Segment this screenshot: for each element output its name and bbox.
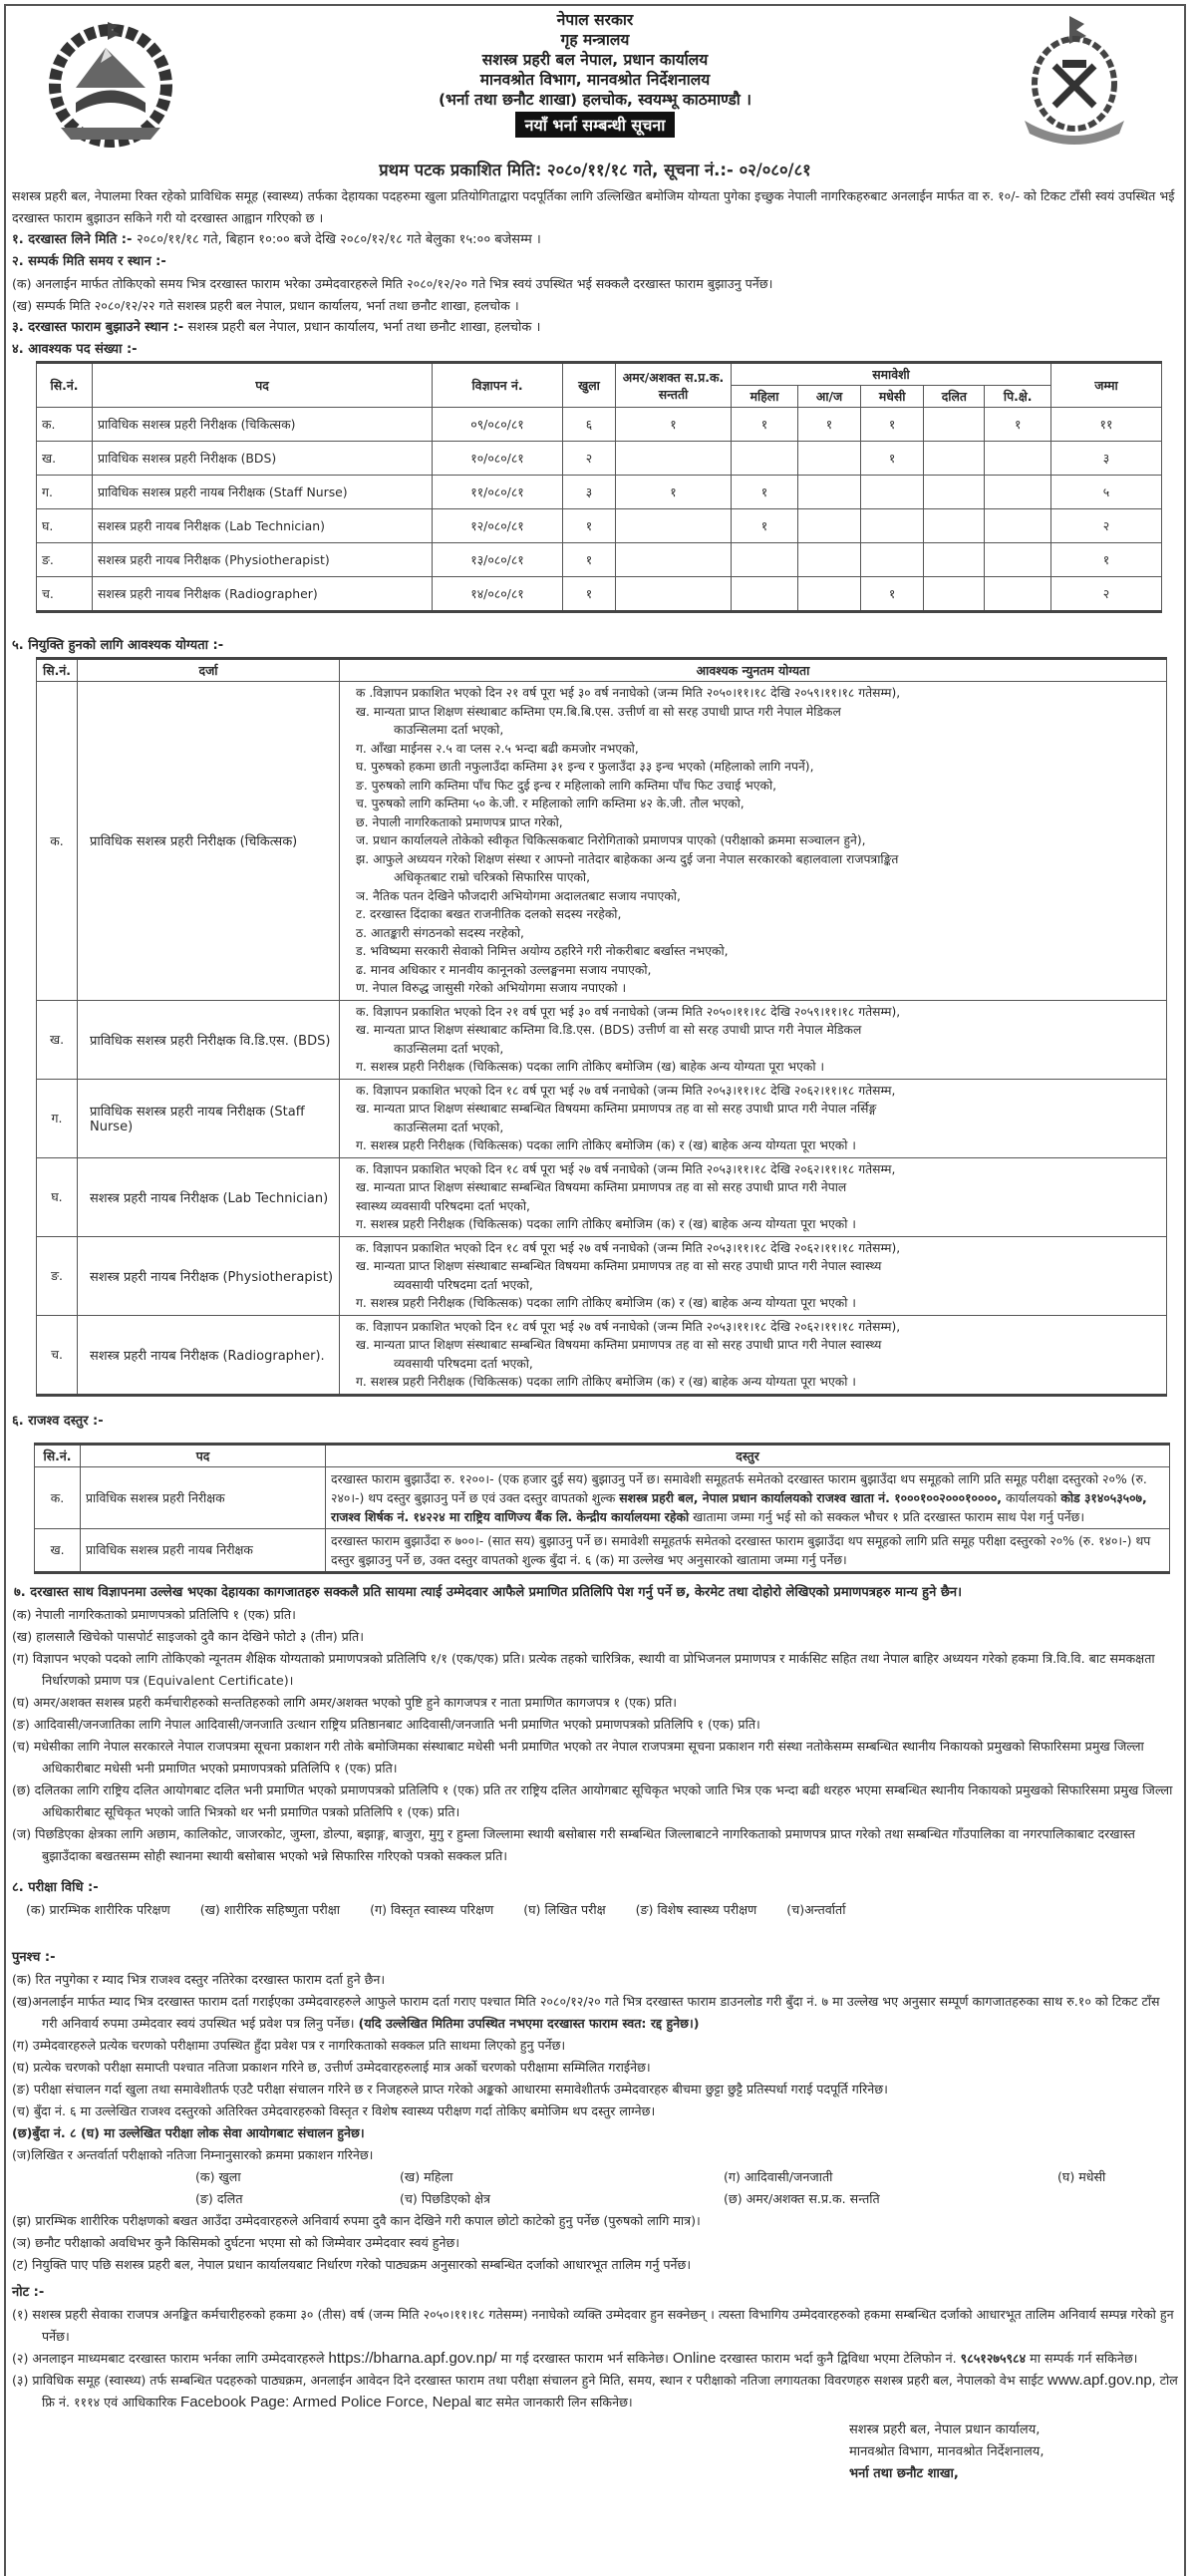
warning-text: (यदि उल्लेखित मितिमा उपस्थित नभएमा दरखास्त फाराम स्वत: रद्द हुनेछ।) [358,2015,700,2031]
table-row [37,1315,1167,1395]
cell-qualifications [340,1236,1167,1315]
qualification-item: घ. पुरुषको हकमा छाती नफुलाउँदा कम्तिमा ३१ इन्च र फुलाउँदा ३३ इन्च भएको (महिलाको लागि नपर्ने), [356,760,814,774]
result-order-item: (ग) आदिवासी/जनजाती [724,2168,833,2184]
qualification-item: काउन्सिलमा दर्ता भएको, [394,723,504,737]
column-header: पि.क्षे. [985,386,1051,408]
cell-pk [985,509,1051,543]
qualification-item: ङ. पुरुषको लागि कम्तिमा पाँच फिट दुई इन्च र महिलाको लागि कम्तिमा पाँच फिट उचाई भएको, [356,778,777,793]
notice-title-badge: नयाँ भर्ना सम्बन्धी सूचना [515,112,676,138]
cell-amar [616,509,732,543]
qualification-item: ग. सशस्त्र प्रहरी निरीक्षक (चिकित्सक) पदका लागि तोकिए बमोजिम (क) र (ख) बाहेक अन्य योग्यता पूरा भएको । [356,1375,856,1389]
column-header: सि.नं. [37,659,78,682]
signature-line: सशस्त्र प्रहरी बल, नेपाल प्रधान कार्यालय, [849,2421,1041,2437]
cell-amar: १ [616,476,732,509]
qualification-item: ञ. नैतिक पतन देखिने फौजदारी अभियोगमा अदालतबाट सजाय नपाएको, [356,888,681,903]
cell-madhesi [860,543,923,577]
phone-number: ९८५१२७५९८४ [960,2350,1027,2366]
nepal-emblem-icon [46,18,175,148]
cell-aj: १ [798,408,861,442]
note-text: Online [672,2349,717,2367]
cell-sn: घ. [37,509,93,543]
cell-sn: क. [37,408,93,442]
cell-sn: घ. [37,1157,78,1236]
cell-amar: १ [616,408,732,442]
application-portal-link[interactable]: https://bharna.apf.gov.np/ [328,2349,497,2367]
result-order-item: (च) पिछडिएको क्षेत्र [400,2190,490,2206]
section-heading: ६. राजश्व दस्तुर :- [12,1413,104,1429]
cell-dalit [924,408,985,442]
table-row [35,1528,1170,1572]
qualification-item: ख. मान्यता प्राप्त शिक्षण संस्थाबाट सम्बन्धित विषयमा कम्तिमा प्रमाणपत्र तह वा सो सरह उपाधी प्राप्त गरी नेपाल स्वास्थ्य [356,1259,882,1273]
cell-amar [616,543,732,577]
column-header: आ/ज [798,386,861,408]
qualification-item: क. विज्ञापन प्रकाशित भएको दिन १८ वर्ष पूरा भई २७ वर्ष ननाघेको (जन्म मिति २०५३।११।१८ देखि २०६२।११।१८ गतेसम्म), [356,1240,901,1255]
cell-qualifications [340,1315,1167,1395]
column-header: आवश्यक न्युनतम योग्यता [340,659,1167,682]
cell-open: १ [563,543,616,577]
document-item: (घ) अमर/अशक्त सशस्त्र प्रहरी कर्मचारीहरुको सन्ततिहरुको लागि अमर/अशक्त भएको पुष्टि हुने कागजपत्र र नाता प्रमाणित कागजपत्र १ (एक) प्रति। [12,1694,678,1710]
document-item: (ज) पिछडिएका क्षेत्रका लागि अछाम, कालिकोट, जाजरकोट, जुम्ला, डोल्पा, बझाङ्ग, बाजुरा, मुगु र हुम्ला जिल्लामा स्थायी बसोबास गरी सम्बन्धित जिल्लाबाटने नागरिकताको प्रमाणपत्र प्राप्त गरेको तथा सम्बन्धित गाँउपालिका वा नगरपालिकाबाट दरखास्त बुझाउँदाका बखतसम्म सोही स्थानमा स्थायी बसोबास भएको भन्ने सिफारिस गरिएको पत्रको सक्कल प्रति। [12,1825,1135,1863]
cell-post: प्राविधिक सशस्त्र प्रहरी निरीक्षक (BDS) [93,442,433,476]
qualification-item: क. विज्ञापन प्रकाशित भएको दिन १८ वर्ष पूरा भई २७ वर्ष ननाघेको (जन्म मिति २०५३।११।१८ देखि २०६२।११।१८ गतेसम्म), [356,1319,901,1334]
section-label: ३. दरखास्त फाराम बुझाउने स्थान :- [12,320,184,335]
table-row [37,577,1162,612]
note-item: (१) सशस्त्र प्रहरी सेवाका राजपत्र अनङ्कित कर्मचारीहरुको हकमा ३० (तीस) वर्ष (जन्म मिति २०५०।११।१८ गतेसम्म) ननाघेको व्यक्ति उम्मेदवार हुन सक्नेछन् । त्यस्ता विभागिय उम्मेदवारहरुको हकमा सम्बन्धित दर्जाको आधारभूत तालिम अनिवार्य सम्पन्न गरेको हुन पर्नेछ। [12,2306,1174,2344]
cell-sn: ख. [37,1000,78,1079]
qualification-item: ग. सशस्त्र प्रहरी निरीक्षक (चिकित्सक) पदका लागि तोकिए बमोजिम (क) र (ख) बाहेक अन्य योग्यता पूरा भएको । [356,1138,856,1152]
qualification-item: ज. प्रधान कार्यालयले तोकेको स्वीकृत चिकित्सकबाट निरोगिताको प्रमाणपत्र पाएको (परीक्षाको क्रममा सञ्चालन हुने), [356,833,866,847]
cell-sn: ङ. [37,543,93,577]
table-row [37,543,1162,577]
cell-aj [798,509,861,543]
qualification-item: ख. मान्यता प्राप्त शिक्षण संस्थाबाट कम्तिमा एम.बि.बि.एस. उत्तीर्ण वा सो सरह उपाधी प्राप्त गरी नेपाल मेडिकल [356,704,841,719]
exam-method-item: (च)अन्तर्वार्ता [786,1901,846,1917]
column-header: विज्ञापन नं. [433,363,563,408]
column-header: दस्तुर [326,1444,1170,1466]
submission-place [6,317,1184,339]
intro-paragraph: सशस्त्र प्रहरी बल, नेपालमा रिक्त रहेको प्राविधिक समूह (स्वास्थ्य) तर्फका देहायका पदहरुमा खुला प्रतियोगिताद्वारा पदपूर्तिका लागि उल्लिखित बमोजिम योग्यता पुगेका इच्छुक नेपाली नागरिकहरुबाट अनलाईन मार्फत वा रु. १०/- को टिकट टाँसी स्वयं उपस्थित भई दरखास्त फाराम बुझाउन सकिने गरी यो दरखास्त आह्वान गरिएको छ । [12,188,1175,225]
cell-rank: सशस्त्र प्रहरी नायब निरीक्षक (Radiographer). [78,1315,340,1395]
header-line: गृह मन्त्रालय [560,31,630,49]
document-item: (ङ) आदिवासी/जनजातिका लागि नेपाल आदिवासी/जनजाति उत्थान राष्ट्रिय प्रतिष्ठानबाट आदिवासी/जनजाति भनी प्रमाणित भएको प्रमाणपत्रको प्रतिलिपि १ (एक) प्रति। [12,1716,760,1732]
list-item: (ग) उम्मेदवारहरुले प्रत्येक चरणको परीक्षामा उपस्थित हुँदा प्रवेश पत्र र नागरिकताको सक्कल प्रति साथमा लिएको हुनु पर्नेछ। [12,2037,566,2053]
result-order-item: (घ) मधेसी [1057,2168,1106,2184]
cell-adv: १०/०८०/८१ [433,442,563,476]
cell-women [732,543,798,577]
cell-aj [798,543,861,577]
fee-text: कार्यालयको [1002,1489,1061,1505]
section-value: २०८०/११/१८ गते, बिहान १०:०० बजे देखि २०८०/१२/१८ गते बेलुका १५:०० बजेसम्म । [136,232,541,247]
cell-dalit [924,442,985,476]
cell-qualifications [340,1079,1167,1157]
cell-post: प्राविधिक सशस्त्र प्रहरी नायब निरीक्षक (Staff Nurse) [93,476,433,509]
cell-dalit [924,543,985,577]
signature-block [849,2419,1196,2485]
fee-sn: ख. [35,1528,81,1572]
cell-open: १ [563,509,616,543]
qualification-item: क. विज्ञापन प्रकाशित भएको दिन १८ वर्ष पूरा भई २७ वर्ष ननाघेको (जन्म मिति २०५३।११।१८ देखि २०६२।११।१८ गतेसम्म, [356,1083,896,1098]
publication-info: प्रथम पटक प्रकाशित मिति: २०८०/११/१८ गते, सूचना नं.:- ०२/०८०/८१ [379,161,811,179]
table-row [37,408,1162,442]
exam-methods [6,1899,1184,1921]
header-line: नेपाल सरकार [556,11,634,29]
cell-qualifications [340,682,1167,1001]
cell-total: १ [1051,543,1162,577]
fee-text: खातामा जम्मा गर्नु भई सो को सक्कल भौचर १ प्रति दरखास्त फाराम साथ पेश गर्नु पर्नेछ। [689,1508,1085,1524]
cell-women: १ [732,509,798,543]
list-item: (ज)लिखित र अन्तर्वार्ता परीक्षाको नतिजा निम्नानुसारको क्रममा प्रकाशन गरिनेछ। [12,2146,374,2162]
documents-list [6,1604,1184,1867]
exam-method-item: (ख) शारीरिक सहिष्णुता परीक्षा [199,1901,341,1917]
cell-aj [798,442,861,476]
cell-sn: च. [37,577,93,612]
fee-account: सशस्त्र प्रहरी बल, नेपाल प्रधान कार्यालयको राजश्व खाता नं. १०००१००२०००१००००, [619,1489,1002,1505]
note-text: मा सम्पर्क गर्न सकिनेछ। [1026,2350,1138,2366]
qualification-item: क .विज्ञापन प्रकाशित भएको दिन २१ वर्ष पूरा भई ३० वर्ष ननाघेको (जन्म मिति २०५०।११।१८ देखि २०५९।११।१८ गतेसम्म), [356,686,901,700]
qualification-item: ट. दरखास्त दिंदाका बखत राजनीतिक दलको सदस्य नरहेको, [356,907,622,921]
cell-pk [985,577,1051,612]
list-item: (छ)बुँदा नं. ८ (घ) मा उल्लेखित परीक्षा लोक सेवा आयोगबाट संचालन हुनेछ। [12,2124,365,2140]
result-order-item: (क) खुला [195,2168,241,2184]
table-row [37,1079,1167,1157]
section-heading: ४. आवश्यक पद संख्या :- [12,342,138,357]
cell-open: ६ [563,408,616,442]
result-order-item: (छ) अमर/अशक्त स.प्र.क. सन्तति [724,2190,880,2206]
qualification-item: व्यवसायी परिषदमा दर्ता भएको, [394,1277,533,1292]
cell-qualifications [340,1157,1167,1236]
cell-post: सशस्त्र प्रहरी नायब निरीक्षक (Radiographer) [93,577,433,612]
column-header: खुला [563,363,616,408]
cell-post: सशस्त्र प्रहरी नायब निरीक्षक (Lab Technician) [93,509,433,543]
section-heading: ८. परीक्षा विधि :- [12,1879,99,1895]
list-item-text: (ख)अनलाईन मार्फत म्याद भित्र दरखास्त फाराम दर्ता गराईएका उम्मेदवारहरुले आफुले फाराम दर्ता गराए पश्चात मिति २०८०/१२/२० गते भित्र दरखास्त फाराम डाउनलोड गरी बुँदा नं. ७ मा उल्लेख भए अनुसार सम्पूर्ण कागजातहरुका साथ रु.१० को टिकट टाँस गरी अनिवार्य रुपमा उम्मेदवार स्वयं उपस्थित भई प्रवेश पत्र लिनु पर्नेछ। [12,1993,1160,2031]
cell-women [732,577,798,612]
column-header: दर्जा [78,659,340,682]
list-item: (ट) नियुक्ति पाए पछि सशस्त्र प्रहरी बल, नेपाल प्रधान कार्यालयबाट निर्धारण गरेको पाठ्यक्रम अनुसारको सम्बन्धित दर्जाको आधारभूत तालिम गर्नु पर्नेछ। [12,2256,692,2272]
signature-line: भर्ना तथा छनौट शाखा, [849,2465,959,2481]
fee-table [34,1443,1170,1574]
cell-adv: १४/०८०/८१ [433,577,563,612]
qualification-item: ठ. आतङ्कारी संगठनको सदस्य नरहेको, [356,925,524,940]
cell-sn: ङ. [37,1236,78,1315]
cell-sn: क. [37,682,78,1001]
fee-sn: क. [35,1466,81,1528]
document-item: (छ) दलितका लागि राष्ट्रिय दलित आयोगबाट दलित भनी प्रमाणित भएको प्रमाणपत्रको प्रतिलिपि १ (एक) प्रति तर राष्ट्रिय दलित आयोगबाट सूचिकृत भएको जाति भित्र एक भन्दा बढी थरहरु भएमा सम्बन्धित स्थानीय निकायको प्रमुखको सिफारिसमा प्रमुख जिल्ला अधिकारीबाट सूचिकृत भएको जाति भित्रको थर भनी प्रमाणित पत्रको प्रतिलिपि १ (एक) प्रति। [12,1781,1173,1819]
table-row [37,1236,1167,1315]
qualification-item: क. विज्ञापन प्रकाशित भएको दिन १८ वर्ष पूरा भई २७ वर्ष ननाघेको (जन्म मिति २०५३।११।१८ देखि २०६२।११।१८ गतेसम्म, [356,1161,896,1176]
note-item [6,2348,1184,2370]
document-item: (ग) विज्ञापन भएको पदको लागि तोकिएको न्यूनतम शैक्षिक योग्यताको प्रमाणपत्रको प्रतिलिपि १/१ (एक/एक) प्रति। प्रत्येक तहको चारित्रिक, स्थायी वा प्रोभिजनल प्रमाणपत्र र मार्कसिट सहित तथा नेपाल बाहिर अध्ययन गरेको हकमा त्रि.वि.वि. बाट समकक्षता निर्धारणको प्रमाण पत्र (Equivalent Certificate)। [12,1650,1155,1688]
cell-rank: सशस्त्र प्रहरी नायब निरीक्षक (Lab Technician) [78,1157,340,1236]
cell-total: २ [1051,509,1162,543]
cell-adv: १३/०८०/८१ [433,543,563,577]
cell-total: ५ [1051,476,1162,509]
qualification-item: झ. आफुले अध्ययन गरेको शिक्षण संस्था र आफ्नो नातेदार बाहेकका अन्य दुई जना नेपाल सरकारको बहालवाला राजपत्राङ्कित [356,851,899,866]
qualification-item: ग. आँखा माईनस २.५ वा प्लस २.५ भन्दा बढी कमजोर नभएको, [356,741,639,756]
qualification-item: स्वास्थ्य व्यवसायी परिषदमा दर्ता भएको, [356,1198,530,1213]
cell-amar [616,577,732,612]
note-text: मा गई दरखास्त फाराम भर्न सकिनेछ। [496,2350,673,2366]
website-link[interactable]: www.apf.gov.np [1046,2371,1152,2389]
cell-women [732,442,798,476]
notice-header [6,6,1184,156]
document-item: (ख) हालसालै खिचेको पासपोर्ट साइजको दुवै कान देखिने फोटो ३ (तीन) प्रति। [12,1628,365,1644]
column-header: पद [81,1444,326,1466]
column-header: समावेशी [732,363,1051,386]
cell-sn: ख. [37,442,93,476]
cell-adv: १२/०८०/८१ [433,509,563,543]
cell-rank: सशस्त्र प्रहरी नायब निरीक्षक (Physiotherapist) [78,1236,340,1315]
qualification-item: ण. नेपाल विरुद्ध जासुसी गरेको अभियोगमा सजाय नपाएको । [356,981,627,995]
note-item [6,2370,1184,2414]
list-item: (ख) सम्पर्क मिति २०८०/१२/२२ गते सशस्त्र प्रहरी बल नेपाल, प्रधान कार्यालय, भर्ना तथा छनौट शाखा, हलचोक । [12,298,519,313]
column-header: महिला [732,386,798,408]
fee-text: दरखास्त फाराम बुझाउँदा रु. १२००।- (एक हजार दुई सय) बुझाउनु पर्ने छ। समावेशी समूहतर्फ समेतको दरखास्त फाराम बुझाउँदा थप समूहको लागि प्रति समूह परीक्षा दस्तुरको २०% (रु. २४०।-) थप दस्तुर बुझाउनु पर्ने छ एवं उक्त दस्तुर वापतको शुल्क [331,1470,1147,1505]
header-line: मानवश्रोत विभाग, मानवश्रोत निर्देशनालय [479,71,711,89]
list-item: (झ) प्रारम्भिक शारीरिक परीक्षणको बखत आउँदा उम्मेदवारहरुले अनिवार्य रुपमा दुवै कान देखिने गरी कपाल छोटो काटेको हुनु पर्नेछ (पुरुषको लागि मात्र)। [12,2212,701,2228]
section-heading: नोट :- [12,2284,45,2300]
note-text: (३) प्राविधिक समूह (स्वास्थ्य) तर्फ सम्बन्धित पदहरुको पाठ्यक्रम, अनलाईन आवेदन दिने दरखास्त फाराम तथा परीक्षा संचालन हुने मिति, समय, स्थान र परीक्षाको नतिजा लगायतका विवरणहरु सशस्त्र प्रहरी बल, नेपालको वेभ साईट [12,2372,1047,2388]
qualification-item: काउन्सिलमा दर्ता भएको, [394,1120,504,1134]
column-header: दलित [924,386,985,408]
table-row [35,1466,1170,1528]
cell-dalit [924,577,985,612]
cell-sn: ग. [37,476,93,509]
cell-total: ११ [1051,408,1162,442]
cell-pk [985,543,1051,577]
list-item [6,1991,1184,2035]
list-item: (ञ) छनौट परीक्षाको अवधिभर कुनै किसिमको दुर्घटना भएमा सो को जिम्मेवार उम्मेदवार स्वयं हुनेछ। [12,2234,460,2250]
fee-detail: दरखास्त फाराम बुझाउँदा रु ७००।- (सात सय) बुझाउनु पर्ने छ। समावेशी समूहतर्फ समेतको दरखास्त फाराम बुझाउँदा थप समूहको लागि प्रति समूह परीक्षा दस्तुरको २०% (रु. १४०।-) थप दस्तुर बुझाउनु पर्ने छ, उक्त दस्तुर वापतको शुल्क बुँदा नं. ६ (क) मा उल्लेख भए अनुसारको खातामा जम्मा गर्नु पर्नेछ। [326,1528,1170,1572]
cell-post: सशस्त्र प्रहरी नायब निरीक्षक (Physiotherapist) [93,543,433,577]
cell-rank: प्राविधिक सशस्त्र प्रहरी नायब निरीक्षक (Staff Nurse) [78,1079,340,1157]
qualification-item: ख. मान्यता प्राप्त शिक्षण संस्थाबाट सम्बन्धित विषयमा कम्तिमा प्रमाणपत्र तह वा सो सरह उपाधी प्राप्त गरी नेपाल नर्सिङ्ग [356,1102,877,1116]
qualification-item: व्यवसायी परिषदमा दर्ता भएको, [394,1356,533,1371]
cell-rank: प्राविधिक सशस्त्र प्रहरी निरीक्षक वि.डि.एस. (BDS) [78,1000,340,1079]
facebook-page: Facebook Page: Armed Police Force, Nepal [180,2393,471,2411]
cell-madhesi [860,476,923,509]
fee-post: प्राविधिक सशस्त्र प्रहरी नायब निरीक्षक [81,1528,326,1572]
notice-page [4,4,1186,2576]
exam-method-item: (ङ) विशेष स्वास्थ्य परीक्षण [635,1901,757,1917]
cell-aj [798,476,861,509]
qualification-item: ग. सशस्त्र प्रहरी निरीक्षक (चिकित्सक) पदका लागि तोकिए बमोजिम (ख) बाहेक अन्य योग्यता पूरा भएको । [356,1060,825,1074]
cell-pk [985,442,1051,476]
qualification-item: छ. नेपाली नागरिकताको प्रमाणपत्र प्राप्त गरेको, [356,814,563,829]
result-order [6,2166,1184,2210]
document-item: (क) नेपाली नागरिकताको प्रमाणपत्रको प्रतिलिपि १ (एक) प्रति। [12,1606,296,1622]
document-item: (च) मधेसीका लागि नेपाल सरकारले नेपाल राजपत्रमा सूचना प्रकाशन गरी तोके बमोजिमका संस्थाबाट मधेसी भनी प्रमाणित भएको तर नेपाल राजपत्रमा सूचना प्रकाशन गरी संस्था नतोकेसम्म सम्बन्धित स्थानीय निकायको प्रमुखको सिफारिसमा प्रमुख जिल्ला अधिकारीबाट मधेसी भनी प्रमाणित भएको प्रमाणपत्रको प्रतिलिपि १ (एक) प्रति। [12,1738,1144,1775]
application-date [6,229,1184,251]
list-item: (क) रित नपुगेका र म्याद भित्र राजश्व दस्तुर नतिरेका दरखास्त फाराम दर्ता हुने छैन। [12,1971,386,1987]
cell-pk [985,476,1051,509]
cell-madhesi: १ [860,577,923,612]
column-header: सि.नं. [37,363,93,408]
cell-dalit [924,476,985,509]
apf-emblem-icon [1015,16,1134,146]
column-header: अमर/अशक्त स.प्र.क. सन्तती [616,363,732,408]
qualification-item: ग. सशस्त्र प्रहरी निरीक्षक (चिकित्सक) पदका लागि तोकिए बमोजिम (क) र (ख) बाहेक अन्य योग्यता पूरा भएको । [356,1217,856,1231]
table-row [37,1157,1167,1236]
section-heading: ५. नियुक्ति हुनको लागि आवश्यक योग्यता :- [12,638,224,653]
qualification-item: ख. मान्यता प्राप्त शिक्षण संस्थाबाट सम्बन्धित विषयमा कम्तिमा प्रमाणपत्र तह वा सो सरह उपाधी प्राप्त गरी नेपाल स्वास्थ्य [356,1338,882,1352]
qualification-table [36,657,1167,1397]
result-order-item: (ङ) दलित [195,2190,243,2206]
header-line: सशस्त्र प्रहरी बल नेपाल, प्रधान कार्यालय [481,51,709,69]
qualification-item: ख. मान्यता प्राप्त शिक्षण संस्थाबाट कम्तिमा वि.डि.एस. (BDS) उत्तीर्ण वा सो सरह उपाधी प्राप्त गरी नेपाल मेडिकल [356,1023,862,1037]
cell-post: प्राविधिक सशस्त्र प्रहरी निरीक्षक (चिकित्सक) [93,408,433,442]
header-line: (भर्ना तथा छनौट शाखा) हलचोक, स्वयम्भू काठमाण्डौ । [438,91,752,109]
cell-open: १ [563,577,616,612]
section-value: सशस्त्र प्रहरी बल नेपाल, प्रधान कार्यालय, भर्ना तथा छनौट शाखा, हलचोक । [187,320,541,335]
qualification-item: ड. भविष्यमा सरकारी सेवाको निमित्त अयोग्य ठहरिने गरी नोकरीबाट बर्खास्त नभएको, [356,944,729,958]
result-order-item: (ख) महिला [400,2168,453,2184]
cell-sn: ग. [37,1079,78,1157]
qualification-item: ख. मान्यता प्राप्त शिक्षण संस्थाबाट सम्बन्धित विषयमा कम्तिमा प्रमाणपत्र तह वा सो सरह उपाधी प्राप्त गरी नेपाल [356,1180,847,1194]
table-row [37,476,1162,509]
signature-line: मानवश्रोत विभाग, मानवश्रोत निर्देशनालय, [849,2443,1045,2459]
section-heading: २. सम्पर्क मिति समय र स्थान :- [12,254,166,269]
cell-total: २ [1051,577,1162,612]
table-row [37,1000,1167,1079]
table-row [37,682,1167,1001]
fee-code: कोड ३१४०५३५०७, राजश्व शिर्षक नं. १४२२४ मा राष्ट्रिय वाणिज्य बैंक लि. केन्द्रीय कार्यालयमा रहेको [331,1489,1147,1524]
cell-women: १ [732,408,798,442]
cell-open: ३ [563,476,616,509]
list-item: (क) अनलाईन मार्फत तोकिएको समय भित्र दरखास्त फाराम भरेका उम्मेदवारहरुले मिति २०८०/१२/२० गते भित्र स्वयं उपस्थित भई सक्कलै दरखास्त फाराम बुझाउनु पर्नेछ। [12,276,773,291]
qualification-rows [37,682,1167,1396]
table-row [37,442,1162,476]
exam-method-item: (क) प्रारम्भिक शारीरिक परिक्षण [26,1901,170,1917]
header-center [255,10,935,138]
exam-method-item: (घ) लिखित परीक्ष [523,1901,606,1917]
cell-pk: १ [985,408,1051,442]
vacancy-table [36,361,1162,613]
section-label: १. दरखास्त लिने मिति :- [12,232,133,247]
column-header: मधेसी [860,386,923,408]
qualification-item: ग. सशस्त्र प्रहरी निरीक्षक (चिकित्सक) पदका लागि तोकिए बमोजिम (क) र (ख) बाहेक अन्य योग्यता पूरा भएको । [356,1296,856,1310]
table-row [37,509,1162,543]
list-item: (घ) प्रत्येक चरणको परीक्षा समाप्ती पश्चात नतिजा प्रकाशन गरिने छ, उत्तीर्ण उम्मेदवारहरुलाई मात्र अर्को चरणको परीक्षामा सम्मिलित गराईनेछ। [12,2059,651,2075]
cell-adv: ०९/०८०/८१ [433,408,563,442]
qualification-item: काउन्सिलमा दर्ता भएको, [394,1041,504,1056]
cell-rank: प्राविधिक सशस्त्र प्रहरी निरीक्षक (चिकित्सक) [78,682,340,1001]
cell-open: २ [563,442,616,476]
fee-detail [326,1466,1170,1528]
cell-women: १ [732,476,798,509]
section-heading: ७. दरखास्त साथ विज्ञापनमा उल्लेख भएका देहायका कागजातहरु सक्कलै प्रति सायमा त्याई उम्मेदवार आफैले प्रमाणित प्रतिलिपि पेश गर्नु पर्ने छ, केरमेट तथा दोहोरो लेखिएको प्रमाणपत्रहरु मान्य हुने छैन। [14,1584,963,1600]
note-text: , टोल फ्रि नं. १११४ एवं आधिकारिक [42,2372,1178,2410]
cell-madhesi: १ [860,408,923,442]
cell-madhesi [860,509,923,543]
exam-method-item: (ग) विस्तृत स्वास्थ्य परिक्षण [370,1901,494,1917]
column-header: सि.नं. [35,1444,81,1466]
qualification-item: अधिकृतबाट राम्रो चरित्रको सिफारिस पाएको, [394,870,591,884]
cell-aj [798,577,861,612]
cell-sn: च. [37,1315,78,1395]
note-text: (२) अनलाइन माध्यमबाट दरखास्त फाराम भर्नका लागि उम्मेदवारहरुले [12,2350,329,2366]
cell-adv: ११/०८०/८१ [433,476,563,509]
cell-madhesi: १ [860,442,923,476]
cell-dalit [924,509,985,543]
note-text: बाट समेत जानकारी लिन सकिनेछ। [470,2394,633,2410]
column-header: पद [93,363,433,408]
cell-qualifications [340,1000,1167,1079]
list-item: (ङ) परीक्षा संचालन गर्दा खुला तथा समावेशीतर्फ एउटै परीक्षा संचालन गरिने छ र निजहरुले प्राप्त गरेको अङ्कको आधारमा समावेशीतर्फ उम्मेदवारहरु बीचमा छुट्टा छुट्टै प्रतिस्पर्धा गराई पदपूर्ति गरिनेछ। [12,2081,888,2096]
qualification-item: च. पुरुषको लागि कम्तिमा ५० के.जी. र महिलाको लागि कम्तिमा ४२ के.जी. तौल भएको, [356,797,745,810]
cell-total: ३ [1051,442,1162,476]
section-heading: पुनश्च :- [12,1949,56,1965]
qualification-item: क. विज्ञापन प्रकाशित भएको दिन २१ वर्ष पूरा भई ३० वर्ष ननाघेको (जन्म मिति २०५०।११।१८ देखि २०५९।११।१८ गतेसम्म), [356,1004,901,1019]
note-text: दरखास्त फाराम भर्दा कुनै द्विविधा भएमा टेलिफोन नं. [716,2350,961,2366]
qualification-item: ढ. मानव अधिकार र मानवीय कानूनको उल्लङ्घनमा सजाय नपाएको, [356,962,652,977]
column-header: जम्मा [1051,363,1162,408]
list-item: (च) बुँदा नं. ६ मा उल्लेखित राजश्व दस्तुरको अतिरिक्त उमेदवारहरुको विस्तृत र विशेष स्वास्थ्य परीक्षण गर्दा तोकिए बमोजिम थप दस्तुर लाग्नेछ। [12,2102,656,2118]
fee-post: प्राविधिक सशस्त्र प्रहरी निरीक्षक [81,1466,326,1528]
vacancy-rows [37,408,1162,612]
cell-amar [616,442,732,476]
